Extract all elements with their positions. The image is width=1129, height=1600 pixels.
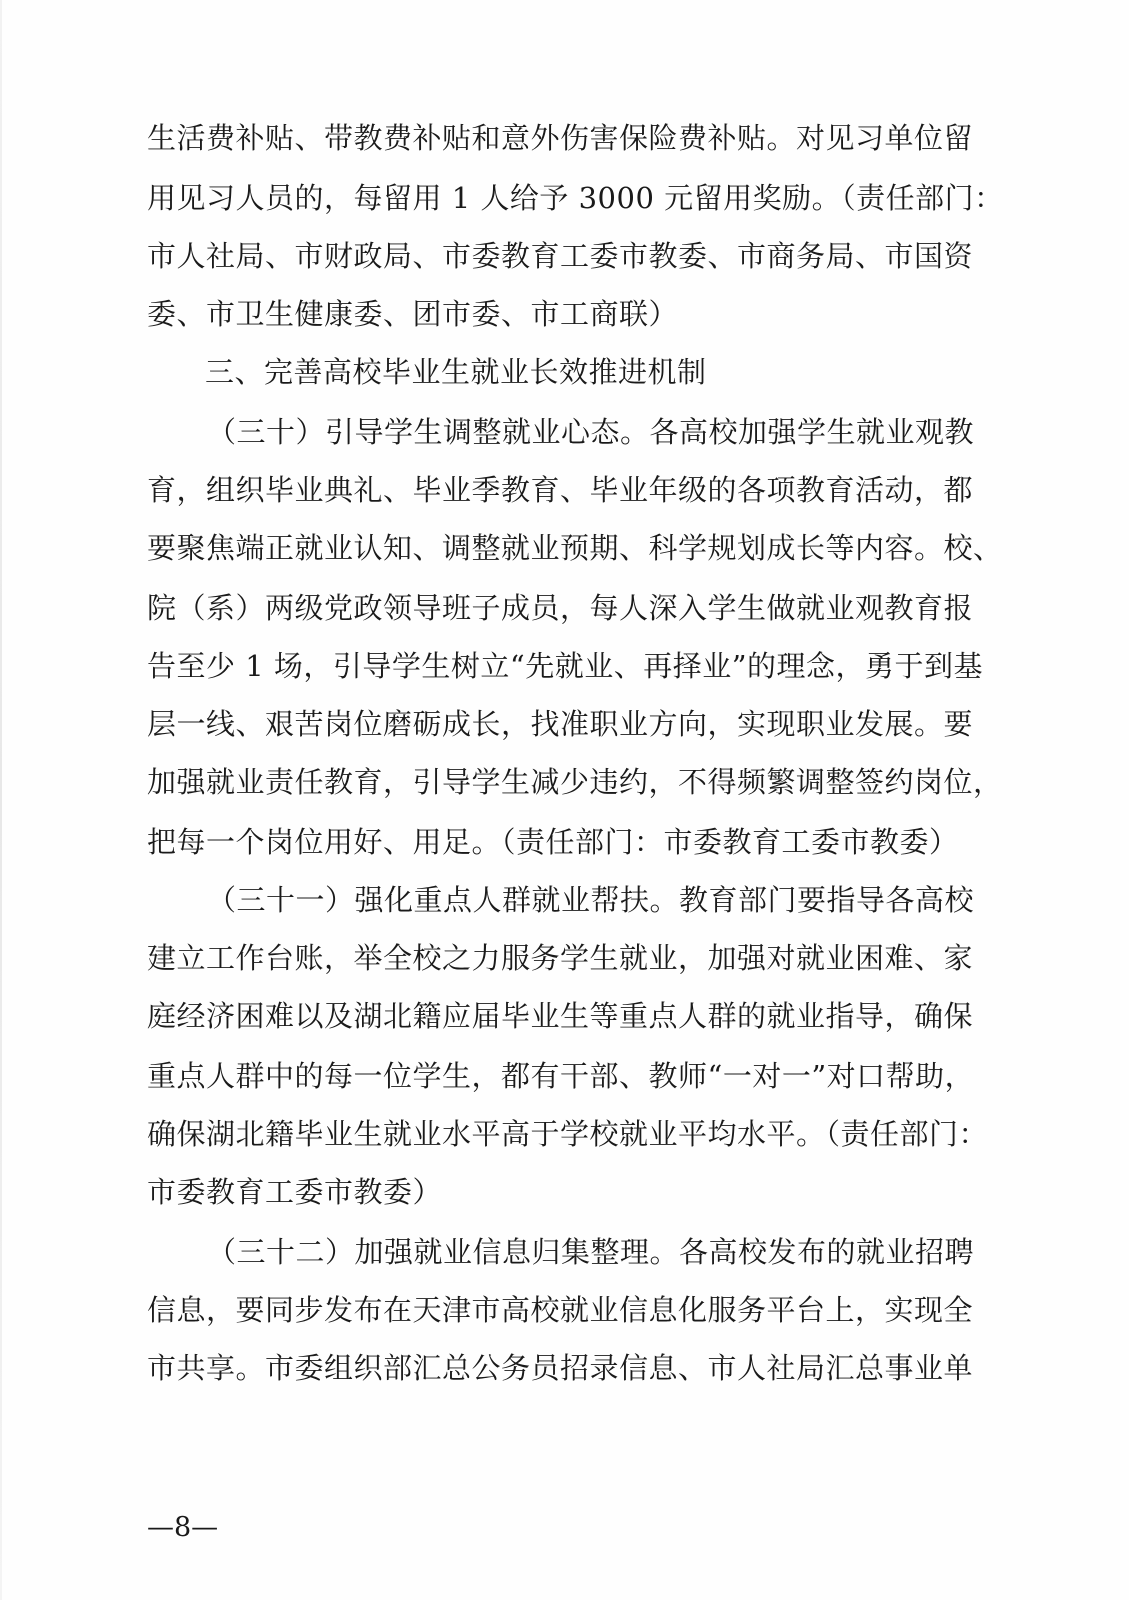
paragraph-31-line-6: 市委教育工委市教委）	[147, 1175, 443, 1209]
body-line-4: 委、市卫生健康委、团市委、市工商联）	[147, 297, 679, 331]
paragraph-30-line-7: 加强就业责任教育，引导学生减少违约，不得频繁调整签约岗位，	[147, 765, 1003, 799]
paragraph-32-line-1: （三十二）加强就业信息归集整理。各高校发布的就业招聘	[207, 1235, 975, 1269]
paragraph-30-line-1: （三十）引导学生调整就业心态。各高校加强学生就业观教	[207, 415, 975, 449]
page-number: —8—	[147, 1512, 219, 1543]
paragraph-30-line-2: 育，组织毕业典礼、毕业季教育、毕业年级的各项教育活动，都	[147, 473, 974, 507]
paragraph-30-line-3: 要聚焦端正就业认知、调整就业预期、科学规划成长等内容。校、	[147, 531, 1003, 565]
paragraph-31-line-4: 重点人群中的每一位学生，都有干部、教师“一对一”对口帮助，	[147, 1059, 975, 1093]
body-line-3: 市人社局、市财政局、市委教育工委市教委、市商务局、市国资	[147, 239, 974, 273]
scan-edge-left	[0, 0, 2, 1600]
paragraph-31-line-3: 庭经济困难以及湖北籍应届毕业生等重点人群的就业指导，确保	[147, 999, 974, 1033]
paragraph-31-line-2: 建立工作台账，举全校之力服务学生就业，加强对就业困难、家	[147, 941, 974, 975]
paragraph-30-line-6: 层一线、艰苦岗位磨砺成长，找准职业方向，实现职业发展。要	[147, 707, 974, 741]
paragraph-31-line-1: （三十一）强化重点人群就业帮扶。教育部门要指导各高校	[207, 883, 975, 917]
paragraph-30-line-5: 告至少 1 场，引导学生树立“先就业、再择业”的理念，勇于到基	[147, 649, 984, 683]
paragraph-32-line-2: 信息，要同步发布在天津市高校就业信息化服务平台上，实现全	[147, 1293, 974, 1327]
paragraph-30-line-4: 院（系）两级党政领导班子成员，每人深入学生做就业观教育报	[147, 591, 974, 625]
paragraph-30-line-8: 把每一个岗位用好、用足。（责任部门：市委教育工委市教委）	[147, 825, 959, 859]
paragraph-31-line-5: 确保湖北籍毕业生就业水平高于学校就业平均水平。（责任部门：	[147, 1117, 989, 1151]
paragraph-32-line-3: 市共享。市委组织部汇总公务员招录信息、市人社局汇总事业单	[147, 1351, 974, 1385]
body-line-2: 用见习人员的，每留用 1 人给予 3000 元留用奖励。（责任部门：	[147, 181, 1004, 215]
section-heading: 三、完善高校毕业生就业长效推进机制	[205, 355, 707, 389]
body-line-1: 生活费补贴、带教费补贴和意外伤害保险费补贴。对见习单位留	[147, 121, 974, 155]
